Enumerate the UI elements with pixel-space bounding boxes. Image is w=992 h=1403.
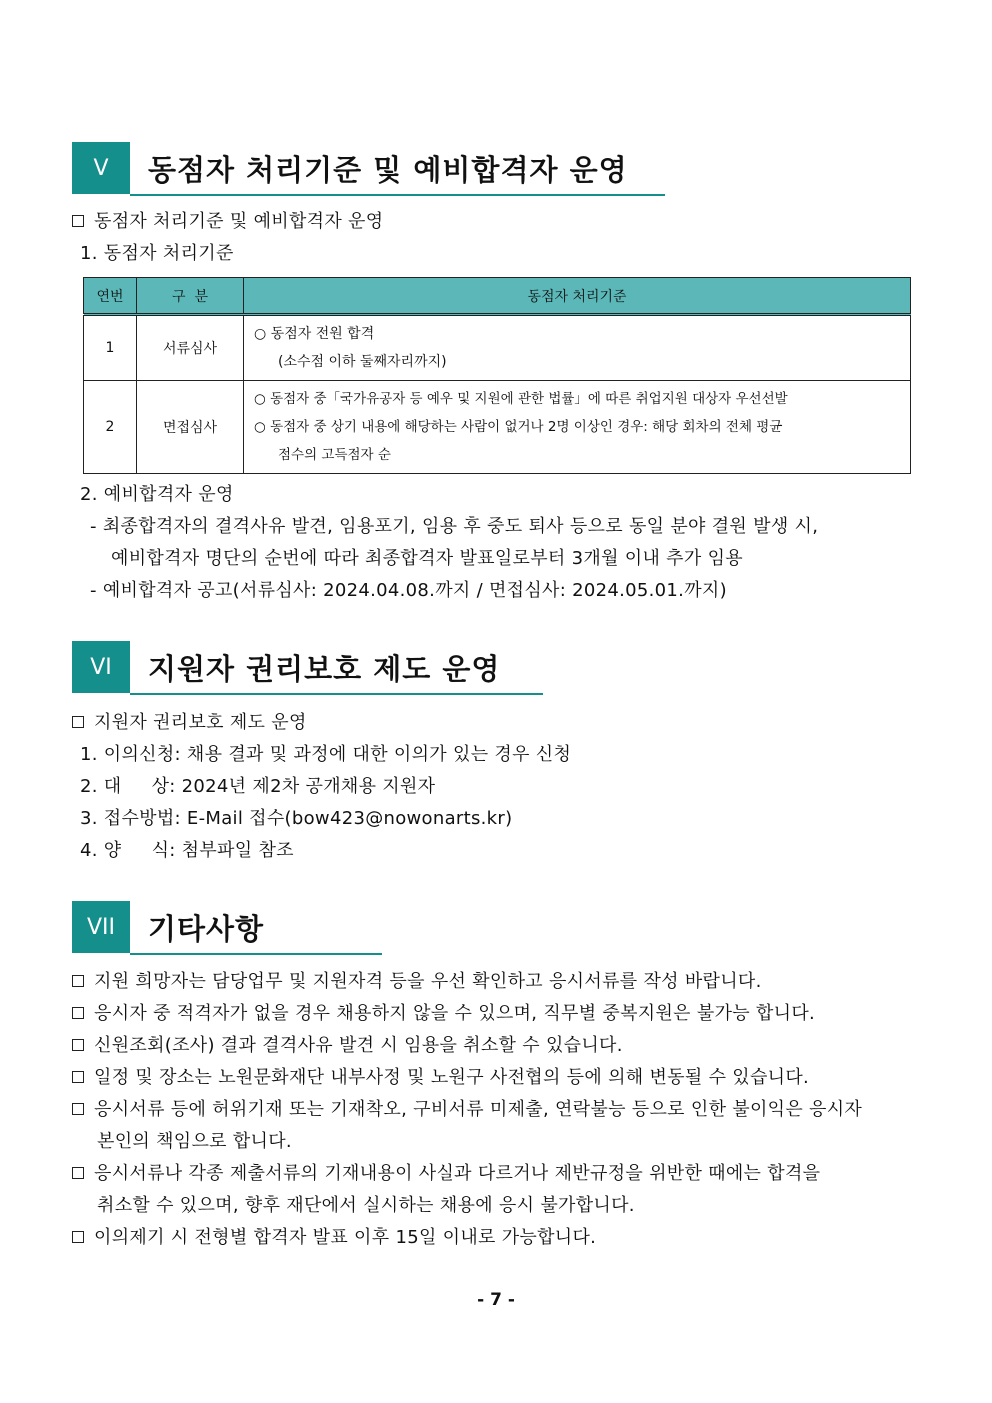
list-item-continuation: 본인의 책임으로 합니다. (97, 1131, 292, 1152)
list-item: 2. 대 상: 2024년 제2차 공개채용 지원자 (80, 776, 436, 797)
reserve-bullet-1b: 예비합격자 명단의 순번에 따라 최종합격자 발표일로부터 3개월 이내 추가 임용 (111, 548, 743, 569)
list-item: 지원 희망자는 담당업무 및 지원자격 등을 우선 확인하고 응시서류를 작성 바랍니다. (72, 967, 762, 993)
section-underline (130, 693, 543, 695)
list-item: 응시자 중 적격자가 없을 경우 채용하지 않을 수 있으며, 직무별 중복지원은 불가능 합니다. (72, 999, 815, 1025)
square-bullet-icon (72, 975, 84, 987)
row-rule: ○ 동점자 중「국가유공자 등 예우 및 지원에 관한 법률」에 따른 취업지원 대상자 우선선발 ○ 동점자 중 상기 내용에 해당하는 사람이 없거나 2명 이상인 경우: 해당 회차의 전체 평균 점수의 고득점자 순 (244, 381, 911, 474)
row-type: 면접심사 (137, 381, 244, 474)
table-header-rule: 동점자 처리기준 (244, 278, 911, 315)
subheading-reserve: 2. 예비합격자 운영 (80, 484, 234, 505)
list-item: 응시서류 등에 허위기재 또는 기재착오, 구비서류 미제출, 연락불능 등으로 인한 불이익은 응시자 (72, 1095, 862, 1121)
section-number: V (72, 142, 130, 194)
list-item: 4. 양 식: 첨부파일 참조 (80, 840, 294, 861)
tie-rules-table (83, 277, 911, 474)
section-number: VI (72, 641, 130, 693)
square-bullet-icon (72, 716, 84, 728)
section-title: 기타사항 (148, 912, 265, 946)
section-5-header (72, 142, 665, 196)
subheading-tie-rules: 1. 동점자 처리기준 (80, 243, 234, 264)
section-title: 지원자 권리보호 제도 운영 (148, 652, 501, 686)
section-underline (130, 953, 382, 955)
table-row (84, 381, 911, 474)
square-bullet-icon (72, 1231, 84, 1243)
section-number: VII (72, 901, 130, 953)
square-bullet-icon (72, 1071, 84, 1083)
section-title: 동점자 처리기준 및 예비합격자 운영 (148, 153, 628, 187)
section-5-heading: 동점자 처리기준 및 예비합격자 운영 (72, 207, 383, 233)
list-item: 3. 접수방법: E-Mail 접수(bow423@nowonarts.kr) (80, 808, 513, 829)
list-item: 신원조회(조사) 결과 결격사유 발견 시 임용을 취소할 수 있습니다. (72, 1031, 623, 1057)
table-header-type: 구 분 (137, 278, 244, 315)
reserve-bullet-2: - 예비합격자 공고(서류심사: 2024.04.08.까지 / 면접심사: 2024.05.01.까지) (90, 580, 727, 601)
section-7-header (72, 901, 382, 955)
reserve-bullet-1a: - 최종합격자의 결격사유 발견, 임용포기, 임용 후 중도 퇴사 등으로 동일 분야 결원 발생 시, (90, 516, 819, 537)
section-6-heading: 지원자 권리보호 제도 운영 (72, 708, 307, 734)
list-item: 1. 이의신청: 채용 결과 및 과정에 대한 이의가 있는 경우 신청 (80, 744, 572, 765)
list-item: 이의제기 시 전형별 합격자 발표 이후 15일 이내로 가능합니다. (72, 1223, 596, 1249)
square-bullet-icon (72, 1103, 84, 1115)
square-bullet-icon (72, 1039, 84, 1051)
table-row (84, 315, 911, 381)
row-no: 1 (84, 315, 137, 381)
row-rule: ○ 동점자 전원 합격 (소수점 이하 둘째자리까지) (244, 315, 911, 381)
list-item-continuation: 취소할 수 있으며, 향후 재단에서 실시하는 채용에 응시 불가합니다. (97, 1195, 635, 1216)
square-bullet-icon (72, 1007, 84, 1019)
list-item: 일정 및 장소는 노원문화재단 내부사정 및 노원구 사전협의 등에 의해 변동될 수 있습니다. (72, 1063, 809, 1089)
section-underline (130, 194, 665, 196)
list-item: 응시서류나 각종 제출서류의 기재내용이 사실과 다르거나 제반규정을 위반한 때에는 합격을 (72, 1159, 820, 1185)
row-type: 서류심사 (137, 315, 244, 381)
row-no: 2 (84, 381, 137, 474)
table-header-no: 연번 (84, 278, 137, 315)
square-bullet-icon (72, 1167, 84, 1179)
square-bullet-icon (72, 215, 84, 227)
section-6-header (72, 641, 543, 695)
page-number: - 7 - (477, 1290, 515, 1310)
